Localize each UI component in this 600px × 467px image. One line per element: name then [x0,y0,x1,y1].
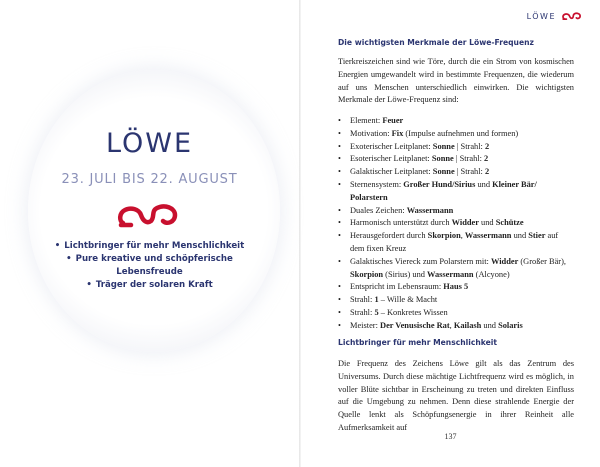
property-item: • Strahl: 1 – Wille & Macht [338,294,574,307]
section-heading: Die wichtigsten Merkmale der Löwe-Frequenz [338,38,534,47]
bullet-icon: • [338,218,341,228]
bullet-icon: • [338,154,341,164]
property-item: • Duales Zeichen: Wassermann [338,205,574,218]
bullet-icon: • [86,280,92,290]
intro-paragraph: Tierkreiszeichen sind wie Töre, durch die ein Strom von kosmischen Energien umgewandelt wird in bestimmte Frequenzen, die wiederum auf uns Menschen unterschiedlich einwirken. Die wichtigsten Merkmale der Löwe-Frequenz sind: [338,57,574,105]
keyword-item: • Pure kreative und schöpferische Lebensfreude [66,254,233,277]
bullet-icon: • [338,256,341,266]
properties-list [338,115,574,333]
sign-title: LÖWE [105,128,194,159]
bullet-icon: • [338,179,341,189]
property-item: • Element: Feuer [338,115,574,128]
bullet-icon: • [338,320,341,330]
running-head [527,10,582,22]
property-item: • Exoterischer Leitplanet: Sonne | Strahl: 2 [338,141,574,154]
property-item: • Galaktischer Leitplanet: Sonne | Strahl: 2 [338,166,574,179]
bullet-icon: • [338,116,341,125]
bullet-icon: • [338,282,341,292]
section-heading: Lichtbringer für mehr Menschlichkeit [338,338,497,347]
bullet-icon: • [338,128,341,138]
body-paragraph: Die Frequenz des Zeichens Löwe gilt als das Zentrum des Universums. Durch diese mächtige Lichtfrequenz wird es möglich, in voller Blüte sichtbar in Erscheinung zu treten und direkten Einfluss auf die Umgebung zu nehmen. Denn diese strahlende Energie der Quelle lenkt als Schöpfungsenergie in ihrer Reinheit alle Aufmerksamkeit auf [338,359,574,432]
bullet-icon: • [338,141,341,151]
property-item: • Strahl: 5 – Konkretes Wissen [338,307,574,320]
property-item: • Esoterischer Leitplanet: Sonne | Strahl: 2 [338,153,574,166]
leo-glyph-icon [117,197,181,233]
leo-glyph-icon [562,10,582,22]
page-number: 137 [444,432,457,441]
property-item: • Herausgefordert durch Skorpion, Wassermann und Stier auf dem fixen Kreuz [338,231,559,253]
property-item: • Motivation: Fix (Impulse aufnehmen und formen) [338,128,574,141]
sign-dates: 23. JULI BIS 22. AUGUST [61,172,238,187]
bullet-icon: • [338,231,341,241]
bullet-icon: • [54,241,61,251]
bullet-icon: • [338,307,341,317]
running-head-label: LÖWE [526,11,556,21]
bullet-icon: • [338,295,341,305]
bullet-icon: • [66,254,72,264]
sign-keywords [50,240,249,292]
property-item: • Harmonisch unterstützt durch Widder und Schütze [338,217,574,230]
property-item: • Meister: Der Venusische Rat, Kailash und Solaris [338,320,574,333]
keyword-item: • Träger der solaren Kraft [86,280,213,290]
property-item: • Galaktisches Viereck zum Polarstern mit: Widder (Großer Bär), Skorpion (Sirius) und Wassermann (Alcyone) [338,256,566,279]
bullet-icon: • [338,205,341,215]
property-item: • Sternensystem: Großer Hund/Sirius und Kleiner Bär/ Polarstern [338,179,537,202]
left-page [0,0,299,467]
property-item: • Entspricht im Lebensraum: Haus 5 [338,281,574,294]
right-page [301,0,600,467]
bullet-icon: • [338,167,341,177]
keyword-item: • Lichtbringer für mehr Menschlichkeit [54,241,245,251]
